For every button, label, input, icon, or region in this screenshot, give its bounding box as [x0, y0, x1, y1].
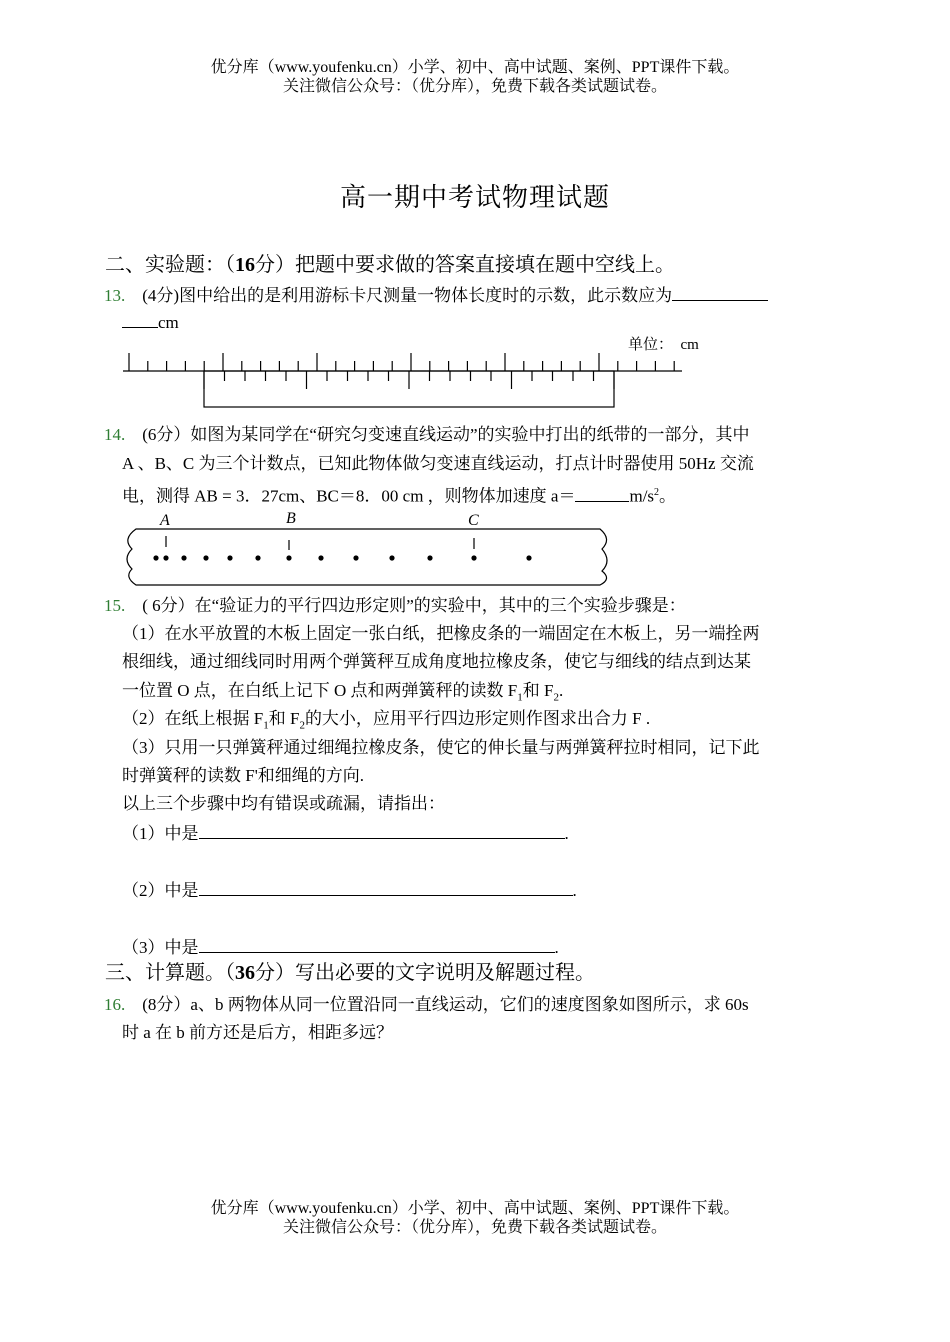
q15-answer-1-blank[interactable]	[199, 821, 565, 839]
q14-line-2: A 、B、C 为三个计数点，已知此物体做匀变速直线运动，打点计时器使用 50Hz 交流	[122, 454, 754, 473]
page-title: 高一期中考试物理试题	[339, 183, 610, 212]
q14-unit-exponent: 2	[654, 487, 660, 498]
header-line-2: 关注微信公众号：（优分库），免费下载各类试题试卷。	[282, 78, 667, 95]
q13-number: 13.	[104, 286, 126, 305]
vernier-caliper-figure	[115, 345, 695, 415]
q14-answer-blank[interactable]	[575, 484, 629, 502]
footer-line-2: 关注微信公众号：（优分库），免费下载各类试题试卷。	[282, 1219, 667, 1236]
tape-dot	[153, 555, 158, 560]
q15-sub-1a: 1	[517, 691, 523, 704]
q15-step1-text-c: .	[558, 681, 564, 700]
tape-dot	[227, 555, 232, 560]
tape-label-c: C	[468, 512, 479, 529]
q13-answer-blank-1[interactable]	[672, 283, 768, 301]
tape-dot	[181, 555, 186, 560]
q16-text-1: (8分）a、b 两物体从同一位置沿同一直线运动，它们的速度图象如图所示，求 60s	[142, 995, 749, 1014]
q15-step1-text-a: 一位置 O 点，在白纸上记下 O 点和两弹簧秤的读数 F	[122, 681, 518, 700]
tape-dot	[389, 555, 394, 560]
tape-dot	[353, 555, 358, 560]
section-3-prefix: 三、计算题。（	[105, 962, 235, 984]
caliper-unit-label: 单位： cm	[628, 337, 699, 353]
q15-step1-text-b: 和 F	[522, 681, 554, 700]
q15-step2-text-a: （2）在纸上根据 F	[122, 709, 264, 728]
section-2-points: 16	[235, 254, 255, 276]
main-scale-ticks	[129, 353, 674, 371]
q14-line-1	[104, 423, 750, 447]
q15-answer-3-blank[interactable]	[199, 935, 555, 953]
tape-dot	[163, 555, 168, 560]
q15-answer-3-period: .	[554, 938, 559, 957]
q15-answer-3	[122, 935, 559, 960]
q15-line-1	[104, 594, 686, 618]
q16-number: 16.	[104, 995, 126, 1014]
q13-unit: cm	[158, 313, 179, 332]
tape-dot	[255, 555, 260, 560]
tape-label-b: B	[286, 510, 296, 527]
q14-text-3a: 电，测得 AB = 3．27cm、BC＝8．00 cm ，则物体加速度 a＝	[122, 486, 576, 506]
q15-step1-line-2: 根细线，通过细线同时用两个弹簧秤互成角度地拉橡皮条，使它与细线的结点到达某	[122, 652, 751, 671]
tape-dot	[318, 555, 323, 560]
q15-sub-2b: 2	[299, 719, 305, 732]
q13-answer-blank-2[interactable]	[122, 310, 158, 328]
q13-text: (4分)图中给出的是利用游标卡尺测量一物体长度时的示数，此示数应为	[142, 286, 673, 305]
q14-number: 14.	[104, 425, 126, 444]
q14-unit: m/s	[629, 486, 655, 506]
tape-dot	[526, 555, 531, 560]
section-3-suffix: 分）写出必要的文字说明及解题过程。	[255, 962, 595, 984]
q15-step2-line	[122, 707, 650, 737]
header-line-1: 优分库（www.youfenku.cn）小学、初中、高中试题、案例、PPT课件下载。	[210, 59, 740, 76]
tape-dot	[203, 555, 208, 560]
q15-sub-2a: 2	[553, 691, 559, 704]
paper-tape-figure	[118, 505, 618, 590]
q15-number: 15.	[104, 596, 126, 615]
section-3-points: 36	[235, 962, 255, 984]
q16-line-2: 时 a 在 b 前方还是后方，相距多远？	[122, 1023, 394, 1042]
q15-answer-1	[122, 821, 569, 846]
q16-line-1	[104, 993, 749, 1017]
q15-answer-1-label: （1）中是	[122, 824, 199, 843]
vernier-scale-ticks	[204, 371, 614, 389]
q15-step3-line-1: （3）只用一只弹簧秤通过细绳拉橡皮条，使它的伸长量与两弹簧秤拉时相同，记下此	[122, 738, 760, 757]
section-2-suffix: 分）把题中要求做的答案直接填在题中空线上。	[255, 254, 675, 276]
q15-answer-2-label: （2）中是	[122, 881, 199, 900]
q14-text-3c: 。	[659, 486, 677, 506]
q15-step2-text-c: 的大小，应用平行四边形定则作图求出合力 F .	[304, 709, 651, 728]
footer-line-1: 优分库（www.youfenku.cn）小学、初中、高中试题、案例、PPT课件下载。	[210, 1200, 740, 1217]
q15-step1-line-3	[122, 679, 563, 709]
q15-answer-2-blank[interactable]	[199, 878, 573, 896]
q15-prompt: 以上三个步骤中均有错误或疏漏，请指出：	[122, 794, 445, 813]
q14-text-1: (6分）如图为某同学在“研究匀变速直线运动”的实验中打出的纸带的一部分，其中	[142, 425, 750, 444]
q15-answer-2	[122, 878, 577, 903]
q13-line-1	[104, 283, 768, 308]
q13-line-2	[122, 310, 179, 335]
section-2-prefix: 二、实验题：（	[105, 254, 235, 276]
tape-dot	[427, 555, 432, 560]
q15-answer-3-label: （3）中是	[122, 938, 199, 957]
q15-answer-1-period: .	[564, 824, 569, 843]
tape-label-a: A	[160, 512, 170, 529]
q15-step1-line-1: （1）在水平放置的木板上固定一张白纸，把橡皮条的一端固定在木板上，另一端拴两	[122, 624, 760, 643]
tape-dot	[471, 555, 476, 560]
tape-dot	[286, 555, 291, 560]
q15-text-1: ( 6分）在“验证力的平行四边形定则”的实验中，其中的三个实验步骤是：	[142, 596, 686, 615]
q15-step3-line-2: 时弹簧秤的读数 F'和细绳的方向.	[122, 766, 365, 785]
q15-sub-1b: 1	[263, 719, 269, 732]
section-2-heading	[105, 253, 675, 277]
tape-outline	[127, 529, 607, 585]
q15-answer-2-period: .	[572, 881, 577, 900]
section-3-heading	[105, 961, 595, 985]
tape-dots	[153, 555, 531, 560]
q15-step2-text-b: 和 F	[268, 709, 300, 728]
